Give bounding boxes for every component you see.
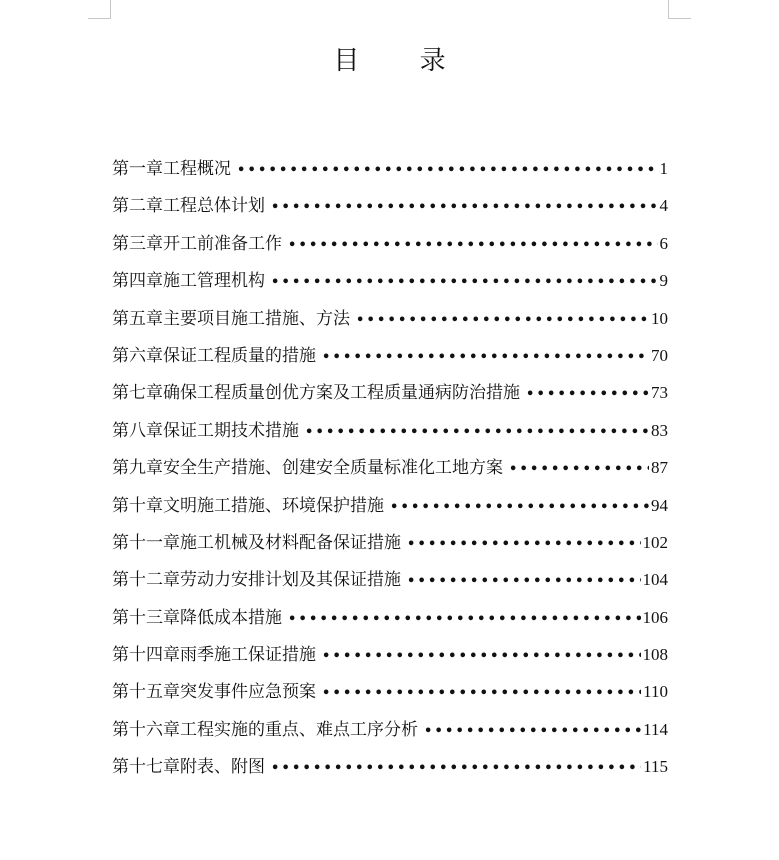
page-corner-mark-top-right bbox=[668, 0, 691, 19]
toc-entry-title: 第五章主要项目施工措施、方法 bbox=[112, 308, 350, 329]
dot-leader bbox=[424, 716, 641, 748]
toc-entry[interactable] bbox=[112, 452, 668, 489]
toc-entry-title: 第十章文明施工措施、环境保护措施 bbox=[112, 495, 384, 516]
dot-leader bbox=[322, 342, 649, 374]
dot-leader bbox=[288, 230, 658, 262]
toc-entry-page: 4 bbox=[659, 196, 668, 216]
toc-entry[interactable] bbox=[112, 676, 668, 713]
toc-entry[interactable] bbox=[112, 751, 668, 788]
toc-entry-page: 102 bbox=[642, 532, 668, 552]
toc-entry-title: 第三章开工前准备工作 bbox=[112, 233, 282, 254]
dot-leader bbox=[322, 641, 641, 673]
toc-entry-title: 第十六章工程实施的重点、难点工序分析 bbox=[112, 719, 418, 740]
toc-entry[interactable] bbox=[112, 564, 668, 601]
toc-entry[interactable] bbox=[112, 340, 668, 377]
toc-entry-page: 94 bbox=[651, 495, 668, 515]
dot-leader bbox=[305, 417, 649, 449]
dot-leader bbox=[509, 454, 649, 486]
toc-entry-page: 114 bbox=[643, 719, 668, 739]
toc-entry-page: 110 bbox=[643, 682, 668, 702]
table-of-contents bbox=[112, 153, 668, 789]
dot-leader bbox=[390, 492, 649, 524]
toc-entry-page: 87 bbox=[651, 458, 668, 478]
toc-entry[interactable] bbox=[112, 602, 668, 639]
toc-entry-title: 第十一章施工机械及材料配备保证措施 bbox=[112, 532, 401, 553]
dot-leader bbox=[271, 267, 658, 299]
toc-entry-page: 108 bbox=[642, 645, 668, 665]
toc-entry-title: 第一章工程概况 bbox=[112, 159, 231, 179]
dot-leader bbox=[288, 604, 641, 636]
toc-entry[interactable] bbox=[112, 265, 668, 302]
toc-entry[interactable] bbox=[112, 714, 668, 751]
toc-entry-page: 73 bbox=[651, 383, 668, 403]
dot-leader bbox=[407, 529, 641, 561]
toc-entry-title: 第七章确保工程质量创优方案及工程质量通病防治措施 bbox=[112, 383, 520, 404]
toc-entry[interactable] bbox=[112, 527, 668, 564]
toc-entry-title: 第六章保证工程质量的措施 bbox=[112, 345, 316, 366]
toc-title: 目 录 bbox=[333, 46, 472, 76]
dot-leader bbox=[407, 566, 641, 598]
toc-entry-page: 70 bbox=[651, 345, 668, 365]
toc-entry[interactable] bbox=[112, 190, 668, 227]
toc-entry-title: 第八章保证工期技术措施 bbox=[112, 420, 299, 441]
toc-entry-title: 第九章安全生产措施、创建安全质量标准化工地方案 bbox=[112, 458, 503, 479]
toc-entry-page: 9 bbox=[659, 271, 668, 291]
toc-entry-title: 第十四章雨季施工保证措施 bbox=[112, 645, 316, 666]
toc-entry-page: 106 bbox=[642, 607, 668, 627]
toc-entry-page: 115 bbox=[643, 757, 668, 777]
toc-entry-page: 1 bbox=[659, 159, 668, 178]
dot-leader bbox=[237, 155, 658, 187]
toc-entry-title: 第十二章劳动力安排计划及其保证措施 bbox=[112, 570, 401, 591]
toc-entry-page: 83 bbox=[651, 420, 668, 440]
toc-entry-title: 第十三章降低成本措施 bbox=[112, 607, 282, 628]
toc-entry-title: 第十五章突发事件应急预案 bbox=[112, 682, 316, 703]
dot-leader bbox=[322, 678, 641, 710]
toc-entry[interactable] bbox=[112, 153, 668, 190]
toc-entry[interactable] bbox=[112, 303, 668, 340]
toc-entry[interactable] bbox=[112, 377, 668, 414]
dot-leader bbox=[356, 305, 649, 337]
page-corner-mark-top-left bbox=[88, 0, 111, 19]
toc-entry-page: 6 bbox=[659, 233, 668, 253]
toc-entry[interactable] bbox=[112, 490, 668, 527]
toc-entry-page: 10 bbox=[651, 308, 668, 328]
toc-entry[interactable] bbox=[112, 639, 668, 676]
dot-leader bbox=[271, 753, 641, 785]
toc-entry-title: 第十七章附表、附图 bbox=[112, 757, 265, 778]
toc-entry[interactable] bbox=[112, 228, 668, 265]
dot-leader bbox=[271, 192, 658, 224]
toc-entry-title: 第四章施工管理机构 bbox=[112, 271, 265, 292]
dot-leader bbox=[526, 379, 649, 411]
toc-entry-title: 第二章工程总体计划 bbox=[112, 196, 265, 217]
toc-entry[interactable] bbox=[112, 415, 668, 452]
toc-entry-page: 104 bbox=[642, 570, 668, 590]
